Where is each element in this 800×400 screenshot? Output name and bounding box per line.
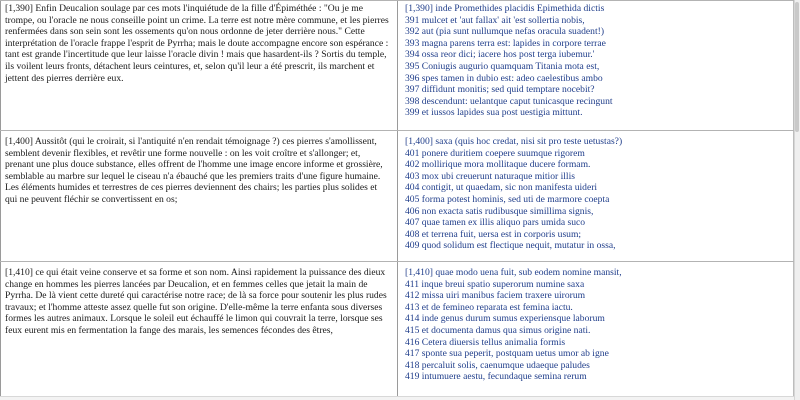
- latin-line: 391 mulcet et 'aut fallax' ait 'est sollertia nobis,: [405, 14, 585, 26]
- latin-line: 416 Cetera diuersis tellus animalia formis: [405, 336, 566, 348]
- latin-line: 413 et de femineo reparata est femina iactu.: [405, 301, 573, 313]
- latin-line: 395 Coniugis augurio quamquam Titania mota est,: [405, 60, 600, 72]
- table-left-border: [0, 0, 1, 400]
- latin-line: 415 et documenta damus qua simus origine nati.: [405, 324, 591, 336]
- french-translation-block: [1,410] ce qui était veine conserve et sa forme et son nom. Ainsi rapidement la puissance des dieux change en hommes les pierres lancées par Deucalion, et en femmes celles que jetait la main de Pyrrha. De là vient cette dureté qui caractérise notre race; de là sa force pour soutenir les plus rudes travaux; et l'homme atteste assez quelle fut son origine. D'elle-même la terre enfanta sous diverses formes les autres animaux. Lorsque le soleil eut échauffé le limon qui couvrait la terre, lorsque ses feux eurent mis en fermentation la fange des marais, les semences fécondes des êtres,: [5, 267, 387, 336]
- latin-line: [1,410] quae modo uena fuit, sub eodem nomine mansit,: [405, 267, 622, 278]
- row-divider: [0, 130, 794, 131]
- latin-line: [1,390] inde Promethides placidis Epimethida dictis: [405, 3, 605, 14]
- latin-line: 398 descendunt: uelantque caput tunicasque recingunt: [405, 95, 613, 107]
- latin-line: 392 aut (pia sunt nullumque nefas oracula suadent!): [405, 26, 605, 38]
- latin-line: 407 quae tamen ex illis aliquo pars umida suco: [405, 217, 586, 229]
- latin-verse-block: [405, 267, 791, 383]
- latin-line: 409 quod solidum est flectique nequit, mutatur in ossa,: [405, 240, 616, 252]
- scrollbar-thumb[interactable]: [795, 2, 799, 132]
- latin-line: 405 forma potest hominis, sed uti de marmore coepta: [405, 193, 610, 205]
- latin-line: 403 mox ubi creuerunt naturaque mitior illis: [405, 170, 575, 182]
- latin-line: 408 et terrena fuit, uersa est in corporis usum;: [405, 228, 582, 240]
- latin-line: 418 percaluit solis, caenumque udaeque paludes: [405, 359, 590, 371]
- latin-line: [1,400] saxa (quis hoc credat, nisi sit pro teste uetustas?): [405, 136, 623, 147]
- column-divider: [397, 0, 398, 400]
- latin-line: 401 ponere duritiem coepere suumque rigorem: [405, 147, 585, 159]
- latin-line: 399 et iussos lapides sua post uestigia mittunt.: [405, 107, 583, 119]
- latin-line: 417 sponte sua peperit, postquam uetus umor ab igne: [405, 348, 609, 360]
- latin-line: 411 inque breui spatio superorum numine saxa: [405, 278, 585, 290]
- row-divider: [0, 0, 794, 1]
- latin-line: 402 mollirique mora mollitaque ducere formam.: [405, 159, 591, 171]
- latin-line: 412 missa uiri manibus faciem traxere uirorum: [405, 290, 586, 302]
- latin-verse-block: [405, 136, 791, 252]
- latin-line: 406 non exacta satis rudibusque simillima signis,: [405, 205, 594, 217]
- latin-line: 397 diffidunt monitis; sed quid temptare nocebit?: [405, 84, 595, 96]
- latin-line: 414 inde genus durum sumus experiensque laborum: [405, 313, 605, 325]
- latin-line: 393 magna parens terra est: lapides in corpore terrae: [405, 37, 606, 49]
- latin-line: 394 ossa reor dici; iacere hos post terga iubemur.': [405, 49, 595, 61]
- latin-line: 396 spes tamen in dubio est: adeo caelestibus ambo: [405, 72, 603, 84]
- latin-line: 419 intumuere aestu, fecundaque semina rerum: [405, 371, 587, 383]
- latin-line: 404 contigit, ut quaedam, sic non manifesta uideri: [405, 182, 598, 194]
- row-divider: [0, 261, 794, 262]
- horizontal-scrollbar[interactable]: [0, 396, 794, 400]
- latin-verse-block: [405, 3, 791, 119]
- french-translation-block: [1,390] Enfin Deucalion soulage par ces mots l'inquiétude de la fille d'Épiméthée : "Ou je me trompe, ou l'oracle ne nous conseille point un crime. La terre est notre mère commune, et les pierres renfermées dans son sein sont les ossements qu'on nous ordonne de jeter derrière nous." Cette interprétation de l'oracle frappe l'esprit de Pyrrha; mais le doute accompagne encore son espérance : tant est grande l'incertitude que leur laisse l'oracle divin ! mais que hasardent-ils ? Sortis du temple, ils voilent leurs fronts, détachent leurs ceintures, et, selon qu'il leur a été prescrit, ils marchent et jettent des pierres derrière eux.: [5, 3, 389, 84]
- french-translation-block: [1,400] Aussitôt (qui le croirait, si l'antiquité n'en rendait témoignage ?) ces pierres s'amollissent, semblent devenir flexibles, et revêtir une forme nouvelle : on les voit croître et s'allonger; et, prenant une plus douce substance, elles offrent de l'homme une image encore informe et grossière, semblable au marbre sur lequel le ciseau n'a ébauché que les premiers traits d'une figure humaine. Les éléments humides et terrestres de ces pierres deviennent des chairs; les parties plus solides et qui ne peuvent fléchir se convertissent en os;: [5, 136, 383, 205]
